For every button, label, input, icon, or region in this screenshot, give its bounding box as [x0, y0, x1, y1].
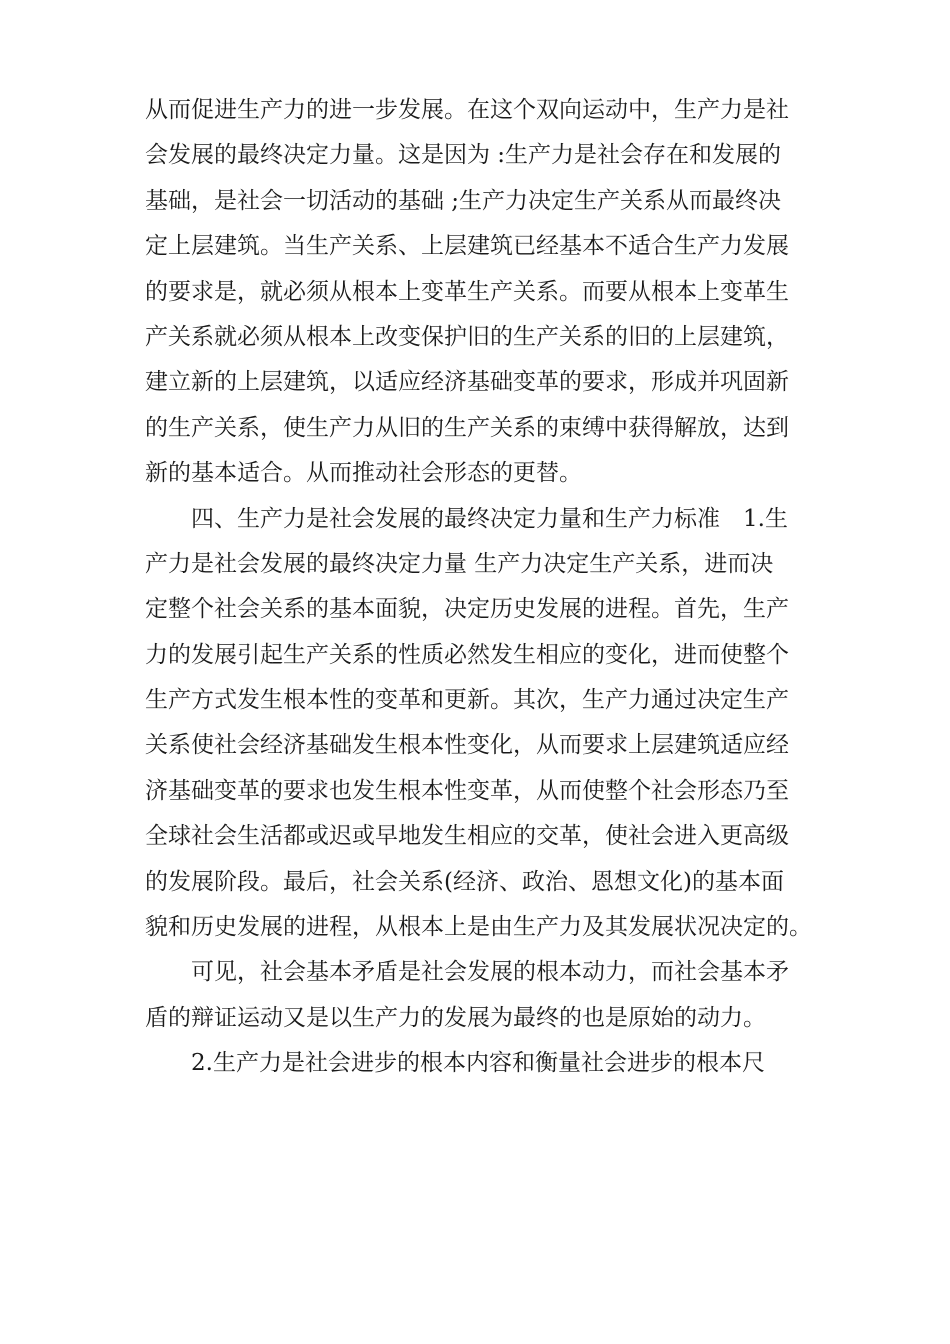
text-line: 基础，是社会一切活动的基础 ;生产力决定生产关系从而最终决 [145, 187, 782, 214]
text-line: 从而促进生产力的进一步发展。在这个双向运动中，生产力是社 [145, 97, 789, 123]
paragraph-3 [145, 950, 825, 1041]
text-line: 的生产关系，使生产力从旧的生产关系的束缚中获得解放，达到 [145, 414, 789, 441]
text-line: 盾的辩证运动又是以生产力的发展为最终的也是原始的动力。 [145, 1004, 766, 1031]
text-line: 生产方式发生根本性的变革和更新。其次，生产力通过决定生产 [145, 687, 789, 714]
text-line: 关系使社会经济基础发生根本性变化，从而要求上层建筑适应经 [145, 732, 789, 759]
text-line: 的发展阶段。最后，社会关系(经济、政治、恩想文化)的基本面 [145, 868, 784, 895]
text-line: 貌和历史发展的进程，从根本上是由生产力及其发展状况决定的。 [145, 914, 812, 941]
text-line: 2.生产力是社会进步的根本内容和衡量社会进步的根本尺 [191, 1050, 765, 1077]
text-line: 产关系就必须从根本上改变保护旧的生产关系的旧的上层建筑， [145, 323, 789, 350]
text-line: 四、生产力是社会发展的最终决定力量和生产力标准 1.生 [191, 505, 788, 532]
text-line: 的要求是，就必须从根本上变革生产关系。而要从根本上变革生 [145, 278, 789, 305]
text-line: 力的发展引起生产关系的性质必然发生相应的变化，进而使整个 [145, 641, 789, 668]
paragraph-2 [145, 497, 825, 951]
text-line: 定整个社会关系的基本面貌，决定历史发展的进程。首先，生产 [145, 596, 789, 623]
document-body [145, 88, 825, 1087]
text-line: 产力是社会发展的最终决定力量 生产力决定生产关系，进而决 [145, 550, 774, 577]
paragraph-4 [145, 1041, 825, 1086]
text-line: 济基础变革的要求也发生根本性变革，从而使整个社会形态乃至 [145, 777, 789, 804]
text-line: 定上层建筑。当生产关系、上层建筑已经基本不适合生产力发展 [145, 233, 789, 260]
text-line: 建立新的上层建筑，以适应经济基础变革的要求，形成并巩固新 [145, 369, 789, 396]
text-line: 全球社会生活都或迟或早地发生相应的交革，使社会进入更高级 [145, 823, 789, 850]
text-line: 会发展的最终决定力量。这是因为 :生产力是社会存在和发展的 [145, 142, 782, 169]
paragraph-1 [145, 88, 825, 497]
text-line: 可见，社会基本矛盾是社会发展的根本动力，而社会基本矛 [191, 959, 789, 986]
text-line: 新的基本适合。从而推动社会形态的更替。 [145, 460, 582, 487]
